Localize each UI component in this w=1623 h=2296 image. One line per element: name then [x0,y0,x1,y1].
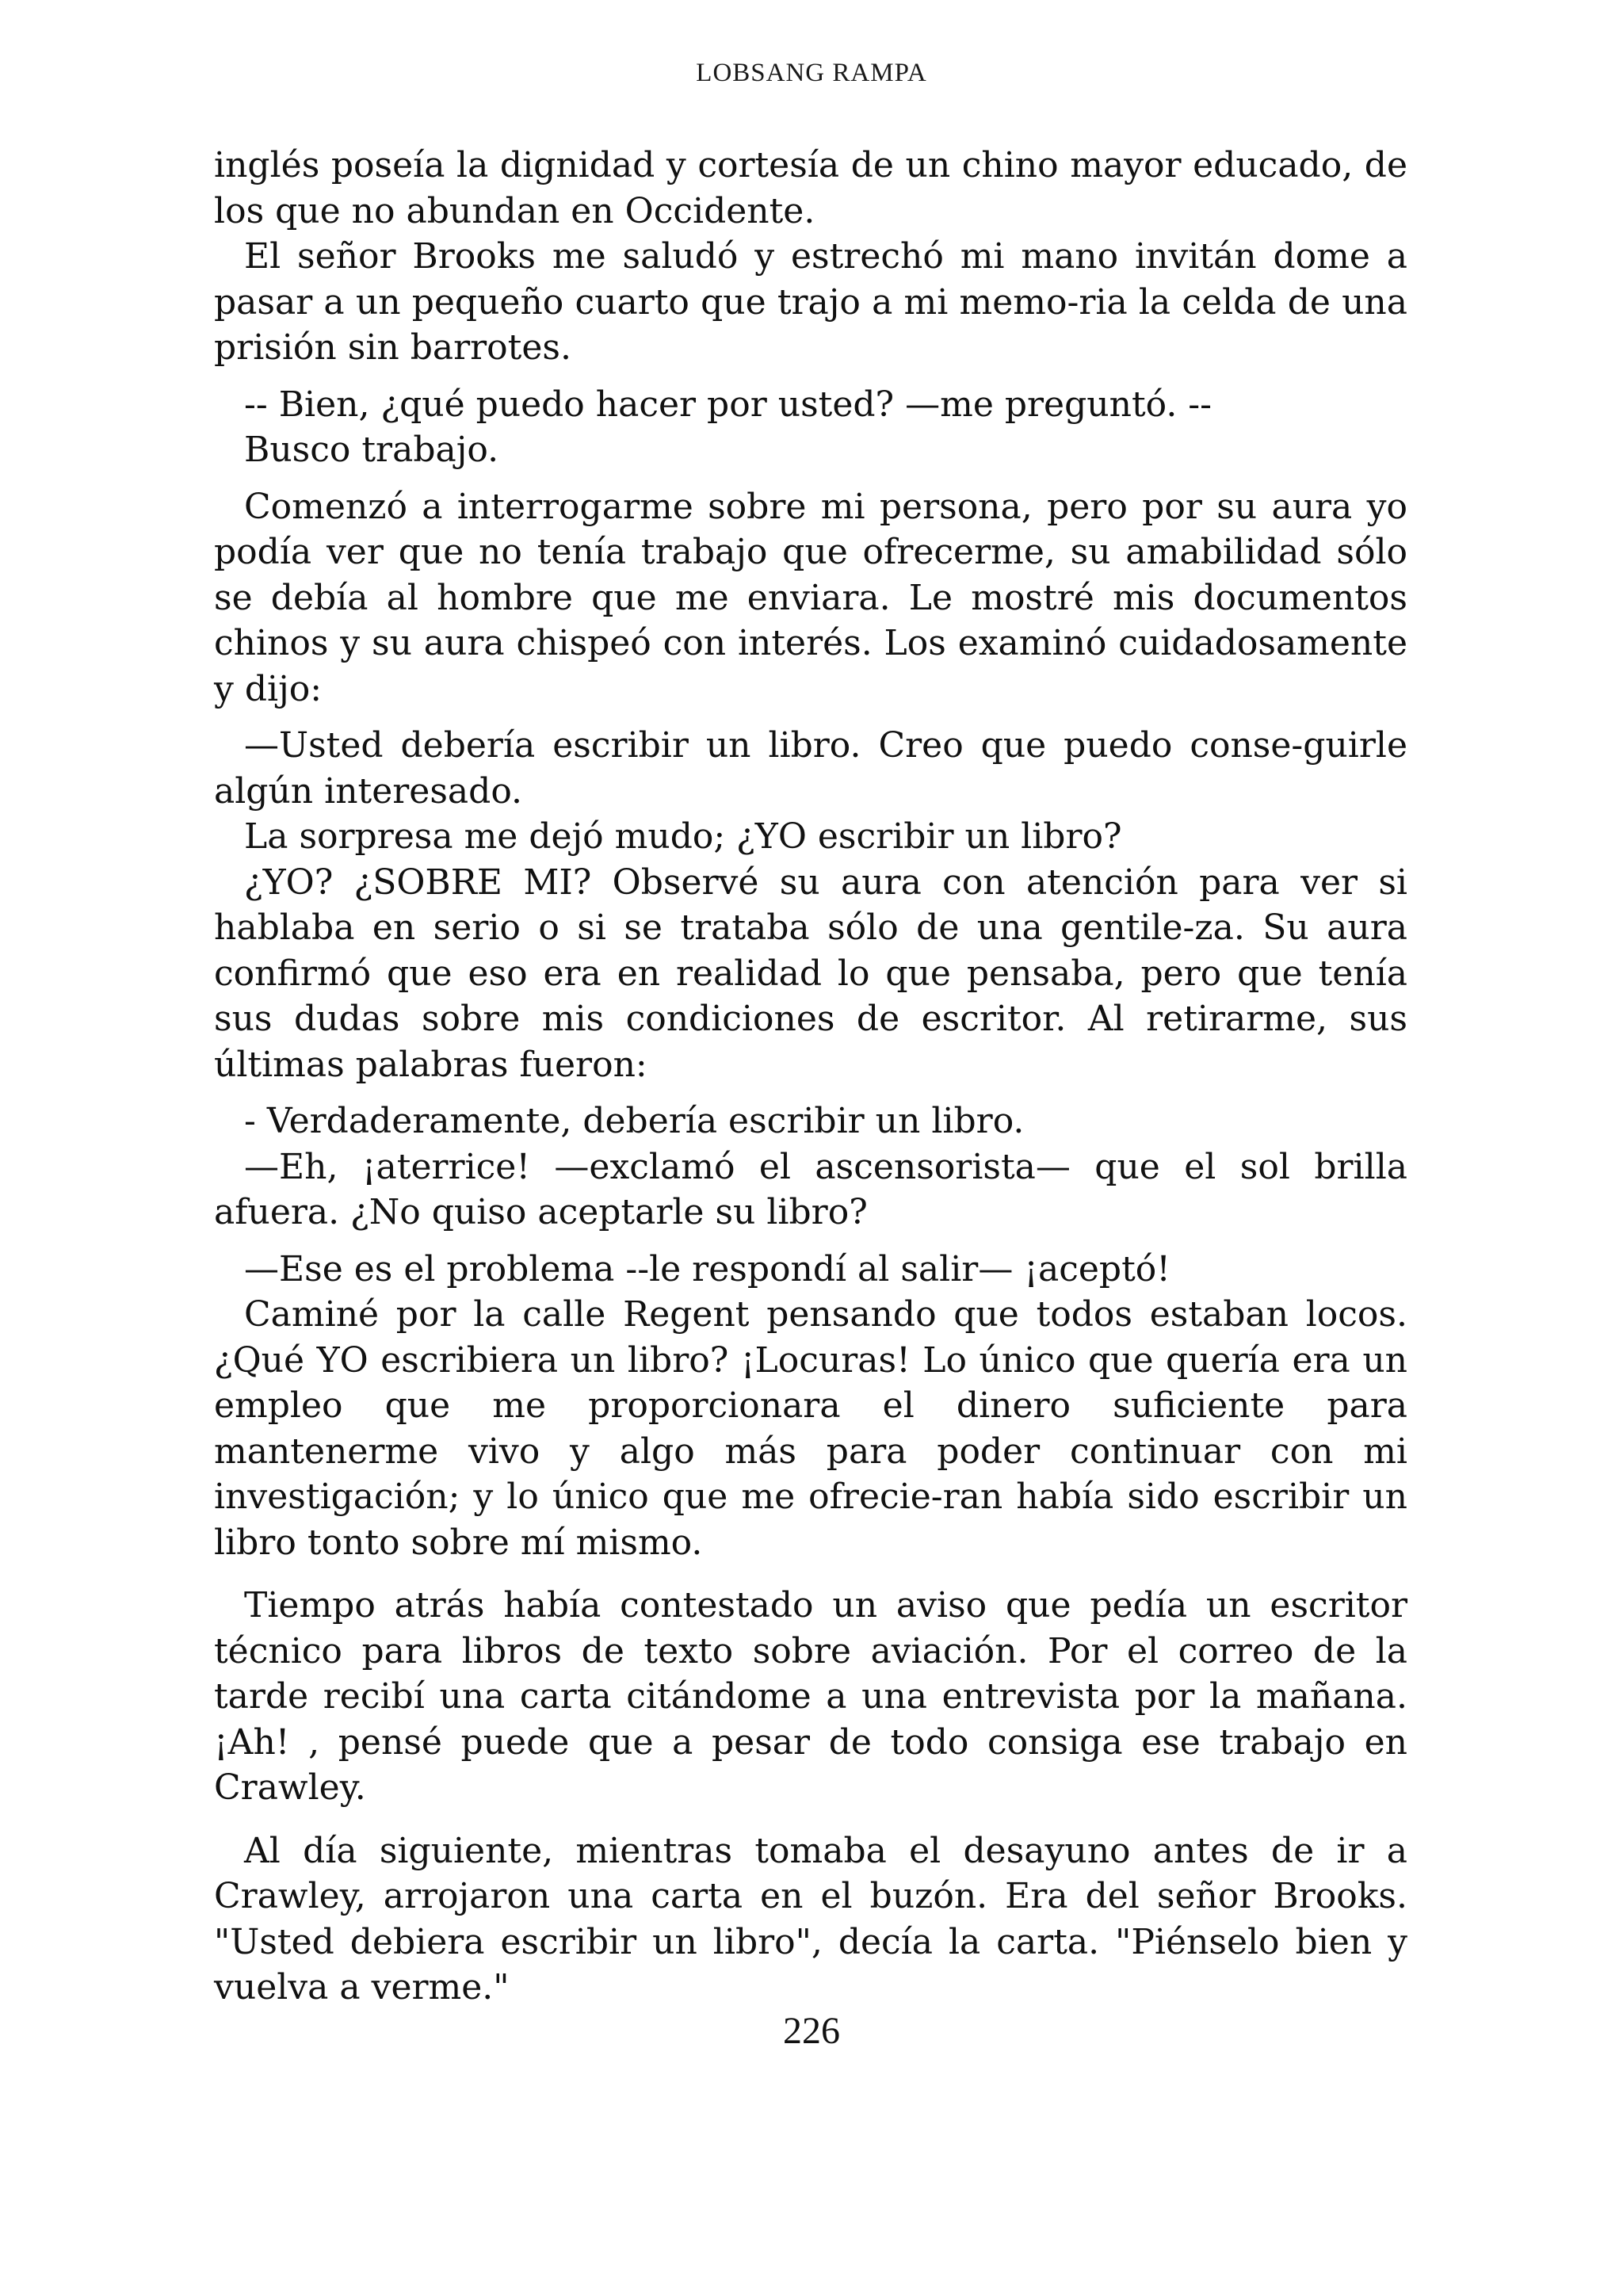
paragraph: -- Bien, ¿qué puedo hacer por usted? —me preguntó. -- [244,384,1212,425]
paragraph: Tiempo atrás había contestado un aviso que pedía un escritor técnico para libros de texto sobre aviación. Por el correo de la tarde recibí una carta citándome a una entrevista por la mañana. ¡Ah! , pensé puede que a pesar de todo consiga ese trabajo en Crawley. [214,1585,1407,1808]
running-header: LOBSANG RAMPA [696,59,927,87]
paragraph: inglés poseía la dignidad y cortesía de un chino mayor educado, de los que no abundan en Occidente. [214,145,1407,231]
paragraph: ¿YO? ¿SOBRE MI? Observé su aura con atención para ver si hablaba en serio o si se trataba sólo de una gentile-za. Su aura confirmó que eso era en realidad lo que pensaba, pero que tenía sus dudas sobre mis condiciones de escritor. Al retirarme, sus últimas palabras fueron: [214,861,1407,1085]
paragraph: —Ese es el problema --le respondí al salir— ¡aceptó! [244,1248,1170,1289]
paragraph: Caminé por la calle Regent pensando que todos estaban locos. ¿Qué YO escribiera un libro? ¡Locuras! Lo único que quería era un empleo que me proporcionara el dinero suficiente para mantenerme vivo y algo más para poder continuar con mi investigación; y lo único que me ofrecie-ran había sido escribir un libro tonto sobre mí mismo. [214,1294,1407,1563]
paragraph: Comenzó a interrogarme sobre mi persona, pero por su aura yo podía ver que no tenía trabajo que ofrecerme, su amabilidad sólo se debía al hombre que me enviara. Le mostré mis documentos chinos y su aura chispeó con interés. Los examinó cuidadosamente y dijo: [214,486,1407,709]
body-text [214,143,1407,2011]
paragraph: Busco trabajo. [244,430,499,470]
paragraph: El señor Brooks me saludó y estrechó mi mano invitán dome a pasar a un pequeño cuarto que trajo a mi memo-ria la celda de una prisión sin barrotes. [214,236,1407,368]
paragraph: La sorpresa me dejó mudo; ¿YO escribir un libro? [244,816,1122,857]
paragraph: Al día siguiente, mientras tomaba el desayuno antes de ir a Crawley, arrojaron una carta en el buzón. Era del señor Brooks. "Usted debiera escribir un libro", decía la carta. "Piénselo bien y vuelva a verme." [214,1830,1407,2008]
paragraph: - Verdaderamente, debería escribir un libro. [244,1101,1025,1141]
paragraph: —Eh, ¡aterrice! —exclamó el ascensorista— que el sol brilla afuera. ¿No quiso aceptarle su libro? [214,1146,1407,1232]
paragraph: —Usted debería escribir un libro. Creo que puedo conse-guirle algún interesado. [214,725,1407,812]
page-number: 226 [783,2010,840,2052]
